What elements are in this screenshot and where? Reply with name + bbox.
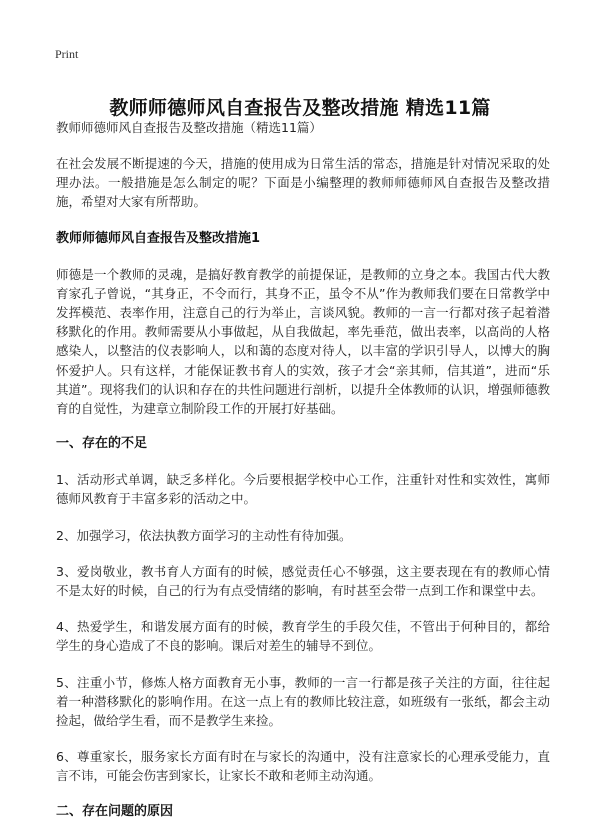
list-item: 1、活动形式单调，缺乏多样化。今后要根据学校中心工作，注重针对性和实效性，寓师德师风教育于丰富多彩的活动之中。 [56,472,550,507]
section-heading-shortcomings: 一、存在的不足 [56,436,148,452]
list-item: 6、尊重家长，服务家长方面有时在与家长的沟通中，没有注意家长的心理承受能力，直言不讳，可能会伤害到家长，让家长不敢和老师主动沟通。 [56,749,550,784]
list-item: 2、加强学习，依法执教方面学习的主动性有待加强。 [56,527,352,543]
page-title: 教师师德师风自查报告及整改措施 精选11篇 [109,96,491,119]
article-content [56,119,550,838]
body-paragraph: 师德是一个教师的灵魂，是搞好教育教学的前提保证，是教师的立身之本。我国古代大教育家孔子曾说，“其身正，不令而行，其身不正，虽令不从”作为教师我们要在日常教学中发挥模范、表率作用，注意自己的行为举止，言谈风貌。教师的一言一行都对孩子起着潜移默化的作用。教师需要从小事做起，从自我做起，率先垂范，做出表率，以高尚的人格感染人，以整洁的仪表影响人，以和蔼的态度对待人，以丰富的学识引导人，以博大的胸怀爱护人。只有这样，才能保证教书育人的实效，孩子才会“亲其师，信其道”，进而“乐其道”。现将我们的认识和存在的共性问题进行剖析，以提升全体教师的认识，增强师德教育的自觉性，为建章立制阶段工作的开展打好基础。 [56,266,550,417]
article-heading: 教师师德师风自查报告及整改措施1 [56,230,261,246]
print-link[interactable]: Print [55,47,79,61]
subtitle: 教师师德师风自查报告及整改措施（精选11篇） [56,120,322,135]
list-item: 4、热爱学生，和谐发展方面有的时候，教育学生的手段欠佳，不管出于何种目的，都给学生的身心造成了不良的影响。课后对差生的辅导不到位。 [56,619,550,654]
list-item: 5、注重小节，修炼人格方面教育无小事，教师的一言一行都是孩子关注的方面，往往起着一种潜移默化的影响作用。在这一点上有的教师比较注意，如班级有一张纸，都会主动捡起，做给学生看，而不是教学生来捡。 [56,674,550,729]
list-item: 3、爱岗敬业，教书育人方面有的时候，感觉责任心不够强，这主要表现在有的教师心情不是太好的时候，自己的行为有点受情绪的影响，有时甚至会带一点到工作和课堂中去。 [56,563,550,599]
intro-paragraph: 在社会发展不断提速的今天，措施的使用成为日常生活的常态，措施是针对情况采取的处理办法。一般措施是怎么制定的呢？下面是小编整理的教师师德师风自查报告及整改措施，希望对大家有所帮助。 [56,156,550,210]
section-heading-causes: 二、存在问题的原因 [56,803,174,819]
